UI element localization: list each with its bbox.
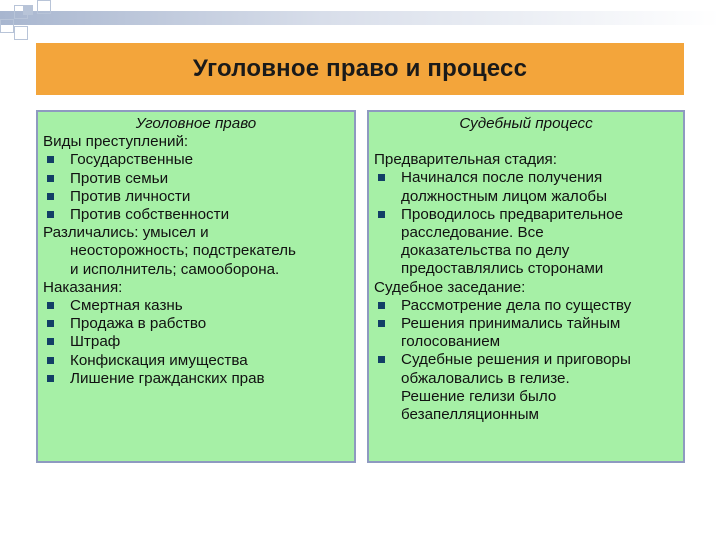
square-bullet-icon: [47, 156, 54, 163]
square-bullet-icon: [378, 211, 385, 218]
list-item: Продажа в рабство: [43, 315, 349, 333]
slide-title: Уголовное право и процесс: [192, 55, 528, 82]
prelim-label: Предварительная стадия:: [374, 151, 558, 169]
square-bullet-icon: [378, 356, 385, 363]
criminal-law-panel: [36, 110, 356, 463]
square-bullet-icon: [47, 211, 54, 218]
list-item: Решения принимались тайным голосованием: [374, 315, 678, 351]
list-item: Штраф: [43, 333, 349, 351]
decor-square: [14, 26, 28, 40]
list-item: Проводилось предварительное расследование. Все доказательства по делу предоставлялись сторонами: [374, 206, 678, 279]
hearing-label: Судебное заседание:: [374, 278, 526, 296]
distinctions-text: и исполнитель; самооборона.: [70, 260, 280, 278]
square-bullet-icon: [47, 175, 54, 182]
square-bullet-icon: [47, 357, 54, 364]
court-process-panel: [367, 110, 685, 463]
distinctions-text: неосторожность; подстрекатель: [70, 242, 296, 260]
list-item: Лишение гражданских прав: [43, 370, 349, 388]
decor-square: [23, 5, 33, 15]
decor-square: [37, 0, 51, 14]
list-item: Рассмотрение дела по существу: [374, 297, 678, 315]
list-item: Против собственности: [43, 206, 349, 224]
square-bullet-icon: [378, 174, 385, 181]
square-bullet-icon: [47, 193, 54, 200]
punishments-label: Наказания:: [43, 278, 123, 296]
list-item: Против личности: [43, 188, 349, 206]
square-bullet-icon: [378, 302, 385, 309]
list-item: Против семьи: [43, 170, 349, 188]
distinctions-text: Различались: умысел и: [43, 224, 209, 242]
square-bullet-icon: [378, 320, 385, 327]
panel-header: Уголовное право: [135, 115, 257, 132]
panel-header: Судебный процесс: [459, 115, 593, 132]
crimes-label: Виды преступлений:: [43, 133, 189, 151]
list-item: Судебные решения и приговоры обжаловались в гелизе. Решение гелизи было безапелляционным: [374, 351, 678, 424]
square-bullet-icon: [47, 302, 54, 309]
title-banner: [36, 43, 684, 95]
square-bullet-icon: [47, 338, 54, 345]
list-item: Начинался после получения должностным лицом жалобы: [374, 169, 678, 205]
decor-square: [0, 19, 14, 33]
list-item: Конфискация имущества: [43, 352, 349, 370]
top-decorative-bar: [0, 11, 720, 25]
list-item: Государственные: [43, 151, 349, 169]
square-bullet-icon: [47, 375, 54, 382]
square-bullet-icon: [47, 320, 54, 327]
list-item: Смертная казнь: [43, 297, 349, 315]
